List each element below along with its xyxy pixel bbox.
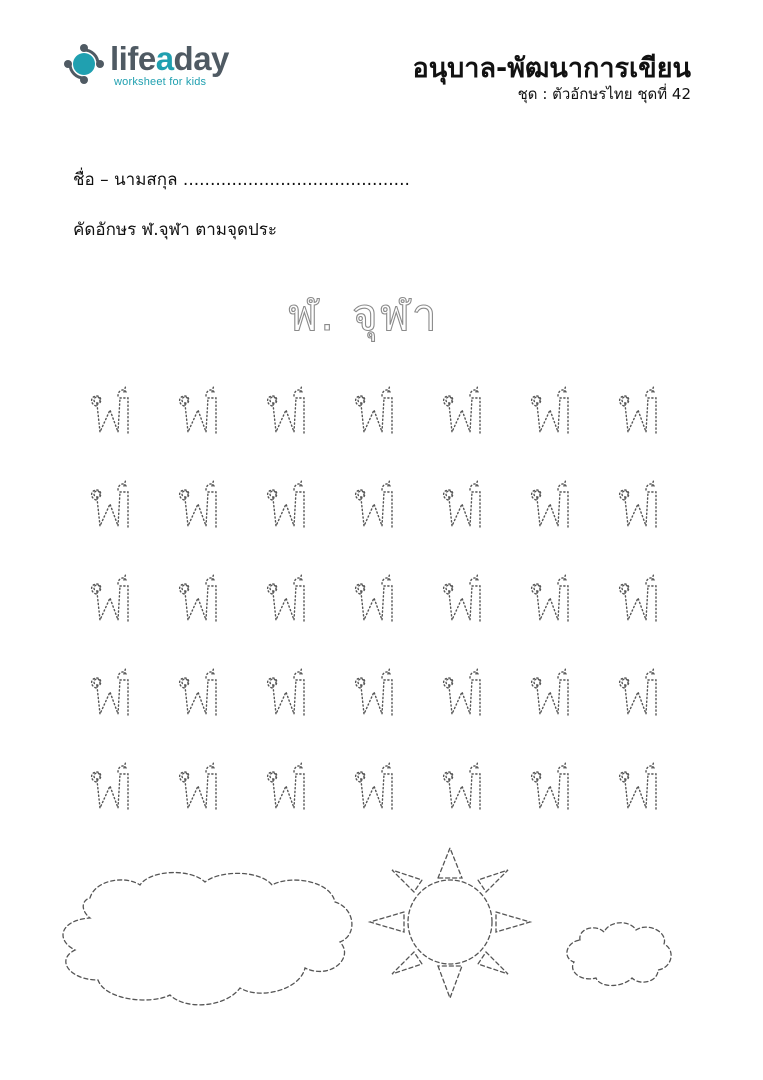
dotted-letter-icon [176, 382, 222, 438]
name-field-line: ชื่อ – นามสกุล .......................................... [73, 170, 410, 190]
trace-letter-cell [352, 570, 398, 626]
trace-letter-cell [176, 570, 222, 626]
cloud-large-icon [63, 873, 352, 1005]
dotted-letter-icon [528, 382, 574, 438]
trace-letter-cell [264, 758, 310, 814]
dotted-letter-icon [176, 570, 222, 626]
dotted-letter-icon [88, 758, 134, 814]
dotted-letter-icon [616, 382, 662, 438]
trace-letter-cell [88, 664, 134, 720]
trace-letter-cell [616, 476, 662, 532]
trace-letter-cell [176, 664, 222, 720]
page-title: อนุบาล-พัฒนาการเขียน [412, 53, 691, 84]
trace-letter-cell [440, 476, 486, 532]
logo-tagline: worksheet for kids [114, 76, 207, 88]
dotted-letter-icon [440, 476, 486, 532]
trace-letter-cell [264, 476, 310, 532]
dotted-letter-icon [352, 570, 398, 626]
dotted-letter-icon [88, 664, 134, 720]
letter-tracing-grid [88, 382, 678, 822]
trace-word [288, 288, 468, 344]
lifeaday-logo [62, 36, 262, 96]
trace-letter-cell [352, 382, 398, 438]
trace-letter-cell [352, 664, 398, 720]
trace-letter-cell [264, 570, 310, 626]
trace-letter-cell [352, 758, 398, 814]
trace-letter-cell [264, 382, 310, 438]
dotted-letter-icon [440, 382, 486, 438]
dotted-letter-icon [352, 758, 398, 814]
dotted-letter-icon [176, 664, 222, 720]
trace-letter-cell [440, 382, 486, 438]
trace-word-text: ฬ. จุฬา [288, 290, 439, 341]
trace-letter-cell [176, 758, 222, 814]
trace-letter-cell [264, 664, 310, 720]
dotted-letter-icon [88, 570, 134, 626]
dotted-letter-icon [352, 382, 398, 438]
trace-letter-cell [88, 476, 134, 532]
dotted-letter-icon [88, 382, 134, 438]
dotted-letter-icon [440, 664, 486, 720]
trace-letter-cell [616, 382, 662, 438]
trace-letter-cell [528, 476, 574, 532]
dotted-letter-icon [176, 758, 222, 814]
dotted-letter-icon [88, 476, 134, 532]
trace-letter-cell [528, 570, 574, 626]
trace-letter-cell [88, 570, 134, 626]
trace-letter-cell [88, 382, 134, 438]
sun-icon [370, 848, 530, 998]
dotted-letter-icon [528, 664, 574, 720]
trace-letter-cell [528, 382, 574, 438]
trace-letter-cell [440, 570, 486, 626]
trace-letter-cell [176, 382, 222, 438]
trace-letter-cell [616, 570, 662, 626]
dotted-letter-icon [528, 476, 574, 532]
dotted-letter-icon [264, 570, 310, 626]
trace-letter-cell [616, 758, 662, 814]
trace-letter-cell [528, 758, 574, 814]
instruction-text: คัดอักษร ฬ.จุฬา ตามจุดประ [73, 220, 278, 240]
dotted-letter-icon [616, 758, 662, 814]
dotted-letter-icon [264, 758, 310, 814]
cloud-small-icon [567, 923, 671, 986]
dotted-letter-icon [528, 758, 574, 814]
dotted-letter-icon [264, 382, 310, 438]
dotted-letter-icon [440, 570, 486, 626]
dotted-letter-icon [616, 476, 662, 532]
dotted-letter-icon [264, 664, 310, 720]
trace-letter-cell [88, 758, 134, 814]
dotted-letter-icon [264, 476, 310, 532]
decoration-scene [0, 840, 763, 1080]
dotted-letter-icon [616, 664, 662, 720]
trace-letter-cell [440, 664, 486, 720]
dotted-letter-icon [352, 476, 398, 532]
trace-letter-cell [528, 664, 574, 720]
dotted-letter-icon [352, 664, 398, 720]
trace-letter-cell [440, 758, 486, 814]
dotted-letter-icon [528, 570, 574, 626]
logo-wordmark: lifeaday [110, 40, 229, 77]
page-subtitle: ชุด : ตัวอักษรไทย ชุดที่ 42 [517, 85, 691, 103]
trace-letter-cell [616, 664, 662, 720]
dotted-letter-icon [440, 758, 486, 814]
logo-molecule-icon [62, 40, 108, 86]
trace-letter-cell [176, 476, 222, 532]
dotted-letter-icon [176, 476, 222, 532]
dotted-letter-icon [616, 570, 662, 626]
trace-letter-cell [352, 476, 398, 532]
